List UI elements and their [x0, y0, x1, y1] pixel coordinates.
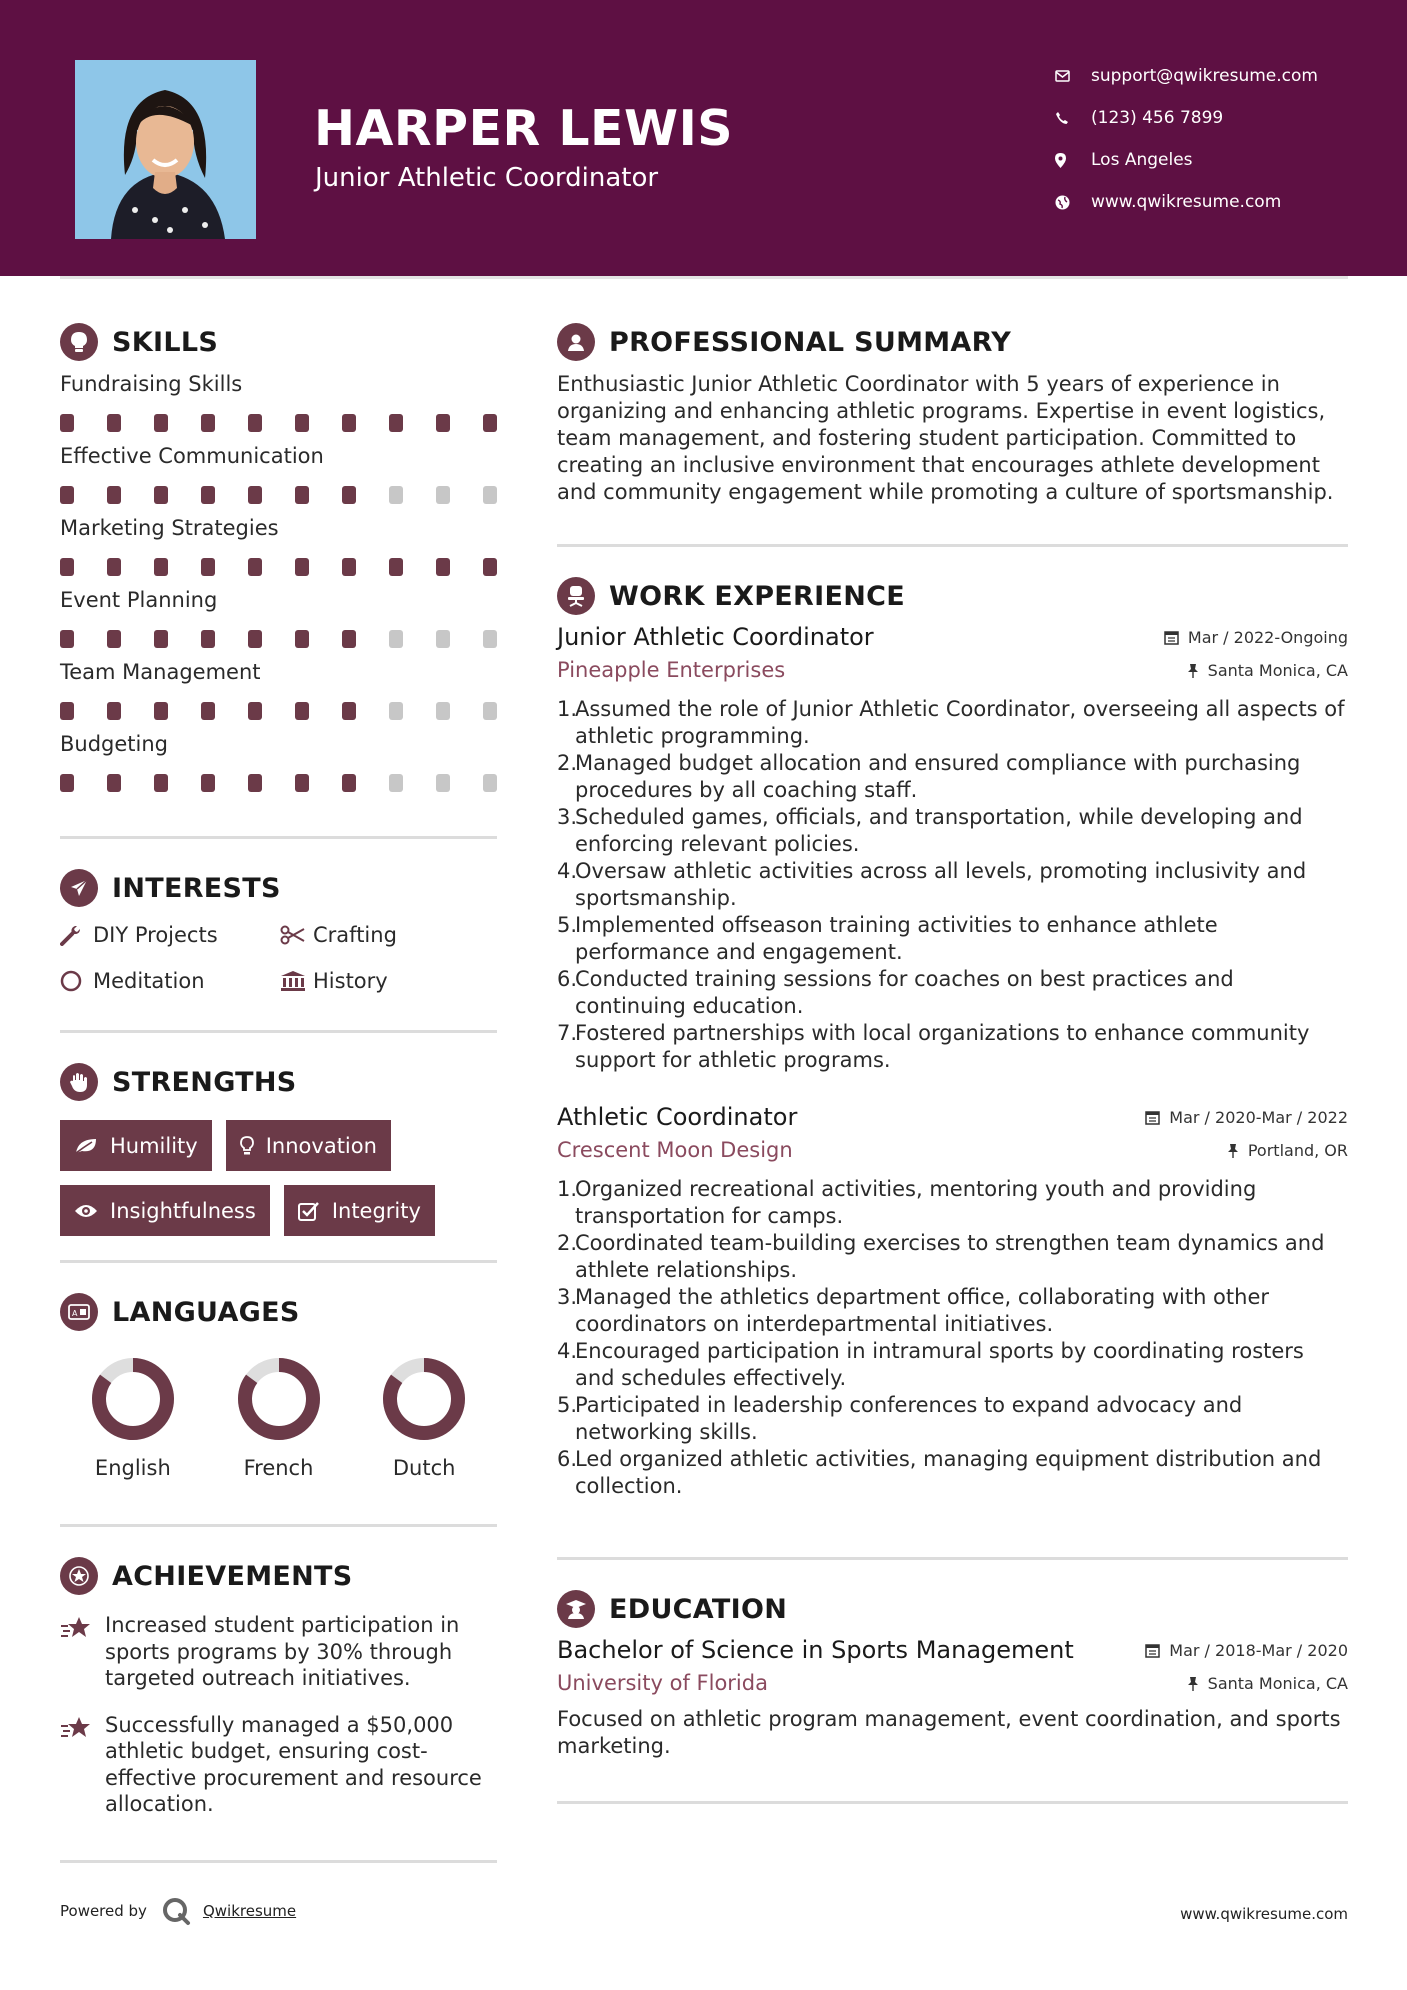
interests-heading [60, 868, 497, 908]
bullet-text: Encouraged participation in intramural sports by coordinating rosters and schedules effectively. [575, 1339, 1304, 1390]
strengths-title: STRENGTHS [112, 1066, 297, 1098]
rating-dot [248, 558, 262, 576]
job-bullet [557, 750, 1348, 804]
achievements-heading [60, 1556, 497, 1596]
strengths-list [60, 1120, 497, 1236]
interest-item [280, 968, 480, 994]
resume-header [0, 0, 1407, 276]
bullet-number: 5. [557, 913, 578, 937]
divider [557, 544, 1348, 547]
bullet-number: 2. [557, 751, 578, 775]
bullet-number: 6. [557, 1447, 578, 1471]
job-bullet [557, 1446, 1348, 1500]
job-bullet [557, 1230, 1348, 1284]
rating-dot [201, 702, 215, 720]
contact-phone-text: (123) 456 7899 [1091, 108, 1224, 128]
education-date-text: Mar / 2018-Mar / 2020 [1169, 1640, 1348, 1660]
rating-dot [60, 702, 74, 720]
bullet-number: 3. [557, 1285, 578, 1309]
divider [60, 1860, 497, 1863]
bullet-number: 7. [557, 1021, 578, 1045]
pushpin-icon [1227, 1143, 1239, 1158]
pushpin-icon [1187, 1676, 1199, 1691]
job-bullet [557, 858, 1348, 912]
experience-heading [557, 576, 1348, 616]
divider [60, 1030, 497, 1033]
graduate-icon [557, 1590, 595, 1628]
language-item [206, 1356, 352, 1480]
achievement-text: Increased student participation in sports programs by 30% through targeted outreach initiatives. [105, 1613, 460, 1690]
rating-dot [248, 630, 262, 648]
contact-phone[interactable] [1055, 97, 1318, 139]
language-label: French [243, 1456, 314, 1480]
rating-dot [483, 702, 497, 720]
header-divider [60, 276, 1348, 279]
rating-dot [154, 774, 168, 792]
skill-label: Fundraising Skills [60, 372, 243, 396]
education-location [1187, 1674, 1348, 1693]
bullet-text: Managed the athletics department office, collaborating with other coordinators on interdepartmental initiatives. [575, 1285, 1270, 1336]
lightbulb-icon [240, 1136, 254, 1156]
job-location [1187, 661, 1348, 680]
education-section [557, 1589, 1348, 1760]
map-marker-icon [1055, 153, 1091, 168]
jobs-list [557, 623, 1348, 1500]
rating-dot [107, 414, 121, 432]
skill-label: Effective Communication [60, 444, 324, 468]
contact-website[interactable] [1055, 181, 1318, 223]
education-heading [557, 1589, 1348, 1629]
user-icon [557, 323, 595, 361]
skill-rating [60, 486, 497, 504]
education-location-text: Santa Monica, CA [1207, 1673, 1348, 1693]
skill-rating [60, 630, 497, 648]
job-bullets [557, 1176, 1348, 1500]
brand-link[interactable]: Qwikresume [202, 1902, 297, 1920]
candidate-role: Junior Athletic Coordinator [315, 163, 659, 193]
rating-dot [389, 702, 403, 720]
education-header [557, 1636, 1348, 1664]
rating-dot [248, 702, 262, 720]
rating-dot [154, 486, 168, 504]
divider [557, 1557, 1348, 1560]
interest-label: History [313, 969, 388, 993]
interest-item [60, 922, 280, 948]
job-bullet [557, 696, 1348, 750]
job-bullet [557, 1284, 1348, 1338]
rating-dot [295, 630, 309, 648]
bullet-text: Fostered partnerships with local organizations to enhance community support for athletic programs. [575, 1021, 1310, 1072]
language-item [351, 1356, 497, 1480]
shooting-star-icon [60, 1712, 105, 1818]
rating-dot [154, 414, 168, 432]
job-header [557, 1103, 1348, 1131]
rating-dot [483, 558, 497, 576]
achievement-item [60, 1612, 497, 1692]
strengths-heading [60, 1062, 497, 1102]
bullet-text: Implemented offseason training activities to enhance athlete performance and engagement. [575, 913, 1218, 964]
bullet-number: 1. [557, 1177, 578, 1201]
language-ring [381, 1356, 467, 1442]
rating-dot [107, 630, 121, 648]
scissors-icon [280, 925, 313, 945]
rating-dot [342, 702, 356, 720]
bullet-number: 2. [557, 1231, 578, 1255]
rating-dot [60, 558, 74, 576]
job-date-text: Mar / 2020-Mar / 2022 [1169, 1107, 1348, 1127]
skill-rating [60, 414, 497, 432]
education-school: University of Florida [557, 1671, 768, 1695]
museum-icon [280, 970, 313, 992]
contact-location-text: Los Angeles [1091, 150, 1193, 170]
rating-dot [248, 486, 262, 504]
candidate-name: HARPER LEWIS [314, 100, 734, 157]
rating-dot [342, 486, 356, 504]
envelope-icon [1055, 70, 1091, 82]
job-entry [557, 623, 1348, 1074]
rating-dot [389, 486, 403, 504]
experience-title: WORK EXPERIENCE [609, 580, 905, 612]
education-date [1145, 1641, 1348, 1660]
rating-dot [483, 774, 497, 792]
rating-dot [483, 414, 497, 432]
skills-heading [60, 322, 497, 362]
job-title: Athletic Coordinator [557, 1103, 798, 1131]
rating-dot [201, 774, 215, 792]
bullet-text: Participated in leadership conferences to expand advocacy and networking skills. [575, 1393, 1243, 1444]
rating-dot [107, 558, 121, 576]
rating-dot [436, 702, 450, 720]
strength-badge [284, 1185, 435, 1236]
bullet-number: 1. [557, 697, 578, 721]
education-subheader [557, 1671, 1348, 1695]
rating-dot [436, 486, 450, 504]
bullet-text: Oversaw athletic activities across all levels, promoting inclusivity and sportsmanship. [575, 859, 1307, 910]
wrench-icon [60, 924, 93, 946]
bullet-number: 4. [557, 859, 578, 883]
rating-dot [483, 486, 497, 504]
interests-title: INTERESTS [112, 872, 281, 904]
left-column [60, 322, 497, 1863]
bullet-text: Conducted training sessions for coaches on best practices and continuing education. [575, 967, 1234, 1018]
job-company: Crescent Moon Design [557, 1138, 793, 1162]
skill-label: Budgeting [60, 732, 169, 756]
footer-website[interactable]: www.qwikresume.com [1180, 1905, 1348, 1923]
contact-info [1055, 55, 1318, 223]
rating-dot [342, 414, 356, 432]
achievements-section [60, 1556, 497, 1818]
bullet-number: 3. [557, 805, 578, 829]
calendar-icon [1145, 1643, 1160, 1658]
rating-dot [342, 630, 356, 648]
profile-photo [75, 60, 256, 239]
bullet-number: 6. [557, 967, 578, 991]
languages-section [60, 1292, 497, 1480]
bullet-text: Assumed the role of Junior Athletic Coordinator, overseeing all aspects of athletic programming. [575, 697, 1345, 748]
rating-dot [201, 630, 215, 648]
interests-list [60, 922, 497, 994]
rating-dot [389, 558, 403, 576]
star-badge-icon [60, 1557, 98, 1595]
job-bullet [557, 1020, 1348, 1074]
rating-dot [389, 630, 403, 648]
bullet-text: Coordinated team-building exercises to strengthen team dynamics and athlete relationships. [575, 1231, 1325, 1282]
rating-dot [389, 414, 403, 432]
skills-list [60, 372, 497, 792]
leaf-icon [74, 1137, 98, 1155]
rating-dot [154, 558, 168, 576]
shooting-star-icon [60, 1612, 105, 1692]
office-chair-icon [557, 577, 595, 615]
language-label: English [94, 1456, 171, 1480]
interests-section [60, 868, 497, 994]
right-column [557, 322, 1348, 1804]
job-bullet [557, 1176, 1348, 1230]
divider [557, 1801, 1348, 1804]
achievement-text: Successfully managed a $50,000 athletic budget, ensuring cost-effective procurement and resource allocation. [105, 1712, 482, 1816]
languages-title: LANGUAGES [112, 1296, 300, 1328]
bullet-number: 4. [557, 1339, 578, 1363]
paper-plane-icon [60, 869, 98, 907]
achievement-item [60, 1712, 497, 1818]
globe-icon [1055, 195, 1091, 210]
job-title: Junior Athletic Coordinator [557, 623, 874, 651]
rating-dot [436, 630, 450, 648]
calendar-icon [1164, 630, 1179, 645]
contact-location [1055, 139, 1318, 181]
powered-by-text: Powered by [60, 1902, 147, 1920]
language-card-icon [60, 1293, 98, 1331]
svg-text:A: A [72, 1309, 78, 1318]
skill-rating [60, 558, 497, 576]
eye-icon [74, 1203, 98, 1219]
rating-dot [248, 414, 262, 432]
language-label: Dutch [392, 1456, 456, 1480]
skills-section [60, 322, 497, 792]
rating-dot [436, 558, 450, 576]
skill-rating [60, 774, 497, 792]
job-location-text: Portland, OR [1247, 1140, 1348, 1160]
rating-dot [295, 486, 309, 504]
phone-icon [1055, 111, 1091, 125]
rating-dot [436, 414, 450, 432]
job-date [1164, 628, 1348, 647]
rating-dot [154, 702, 168, 720]
rating-dot [295, 702, 309, 720]
contact-email[interactable] [1055, 55, 1318, 97]
divider [60, 836, 497, 839]
skill-label: Marketing Strategies [60, 516, 279, 540]
contact-email-text: support@qwikresume.com [1091, 66, 1318, 86]
education-text: Focused on athletic program management, event coordination, and sports marketing. [557, 1707, 1341, 1758]
checkbox-icon [298, 1201, 320, 1221]
rating-dot [201, 486, 215, 504]
job-subheader [557, 1138, 1348, 1162]
rating-dot [201, 414, 215, 432]
strength-badge [60, 1120, 212, 1171]
job-subheader [557, 658, 1348, 682]
strength-badge [226, 1120, 391, 1171]
contact-website-text: www.qwikresume.com [1091, 192, 1282, 212]
rating-dot [248, 774, 262, 792]
divider [60, 1260, 497, 1263]
summary-title: PROFESSIONAL SUMMARY [609, 326, 1012, 358]
language-ring [236, 1356, 322, 1442]
languages-list [60, 1356, 497, 1480]
job-bullet [557, 804, 1348, 858]
job-location-text: Santa Monica, CA [1207, 660, 1348, 680]
rating-dot [483, 630, 497, 648]
education-title: EDUCATION [609, 1593, 788, 1625]
strengths-section [60, 1062, 497, 1236]
rating-dot [295, 558, 309, 576]
job-location [1227, 1141, 1348, 1160]
job-company: Pineapple Enterprises [557, 658, 786, 682]
rating-dot [107, 486, 121, 504]
bullet-text: Organized recreational activities, mentoring youth and providing transportation for camps. [575, 1177, 1257, 1228]
skill-label: Team Management [60, 660, 261, 684]
bullet-number: 5. [557, 1393, 578, 1417]
achievements-title: ACHIEVEMENTS [112, 1560, 353, 1592]
calendar-icon [1145, 1110, 1160, 1125]
rating-dot [201, 558, 215, 576]
summary-heading [557, 322, 1348, 362]
rating-dot [389, 774, 403, 792]
job-bullet [557, 1392, 1348, 1446]
bullet-text: Managed budget allocation and ensured compliance with purchasing procedures by all coaching staff. [575, 751, 1301, 802]
job-date-text: Mar / 2022-Ongoing [1187, 627, 1348, 647]
languages-heading [60, 1292, 497, 1332]
rating-dot [60, 414, 74, 432]
skill-label: Event Planning [60, 588, 218, 612]
rating-dot [107, 774, 121, 792]
rating-dot [60, 774, 74, 792]
strength-badge [60, 1185, 270, 1236]
job-bullet [557, 1338, 1348, 1392]
rating-dot [107, 702, 121, 720]
footer-powered-by [60, 1896, 296, 1926]
rating-dot [60, 630, 74, 648]
job-bullets [557, 696, 1348, 1074]
strength-label: Insightfulness [110, 1198, 256, 1223]
interest-item [60, 968, 280, 994]
job-bullet [557, 912, 1348, 966]
rating-dot [60, 486, 74, 504]
interest-label: Meditation [93, 969, 205, 993]
job-bullet [557, 966, 1348, 1020]
job-date [1145, 1108, 1348, 1127]
bullet-text: Led organized athletic activities, managing equipment distribution and collection. [575, 1447, 1322, 1498]
circle-icon [60, 970, 93, 992]
pushpin-icon [1187, 663, 1199, 678]
summary-section [557, 322, 1348, 506]
divider [60, 1524, 497, 1527]
skill-rating [60, 702, 497, 720]
strength-label: Innovation [265, 1133, 377, 1158]
rating-dot [295, 774, 309, 792]
language-ring [90, 1356, 176, 1442]
experience-section [557, 576, 1348, 1500]
rating-dot [295, 414, 309, 432]
qwikresume-logo-icon [161, 1896, 191, 1926]
rating-dot [436, 774, 450, 792]
raised-hand-icon [60, 1063, 98, 1101]
lightbulb-icon [60, 323, 98, 361]
job-header [557, 623, 1348, 651]
summary-text: Enthusiastic Junior Athletic Coordinator with 5 years of experience in organizing and enhancing athletic programs. Expertise in event logistics, team management, and fostering student participation. Committed to creating an inclusive environment that encourages athlete development and community engagement while promoting a culture of sportsmanship. [557, 372, 1334, 504]
rating-dot [154, 630, 168, 648]
strength-label: Humility [110, 1133, 198, 1158]
education-degree: Bachelor of Science in Sports Management [557, 1636, 1074, 1664]
strength-label: Integrity [331, 1198, 421, 1223]
language-item [60, 1356, 206, 1480]
interest-item [280, 922, 480, 948]
rating-dot [342, 774, 356, 792]
interest-label: DIY Projects [93, 923, 218, 947]
bullet-text: Scheduled games, officials, and transportation, while developing and enforcing relevant policies. [575, 805, 1303, 856]
rating-dot [342, 558, 356, 576]
interest-label: Crafting [313, 923, 397, 947]
skills-title: SKILLS [112, 326, 219, 358]
job-entry [557, 1103, 1348, 1500]
